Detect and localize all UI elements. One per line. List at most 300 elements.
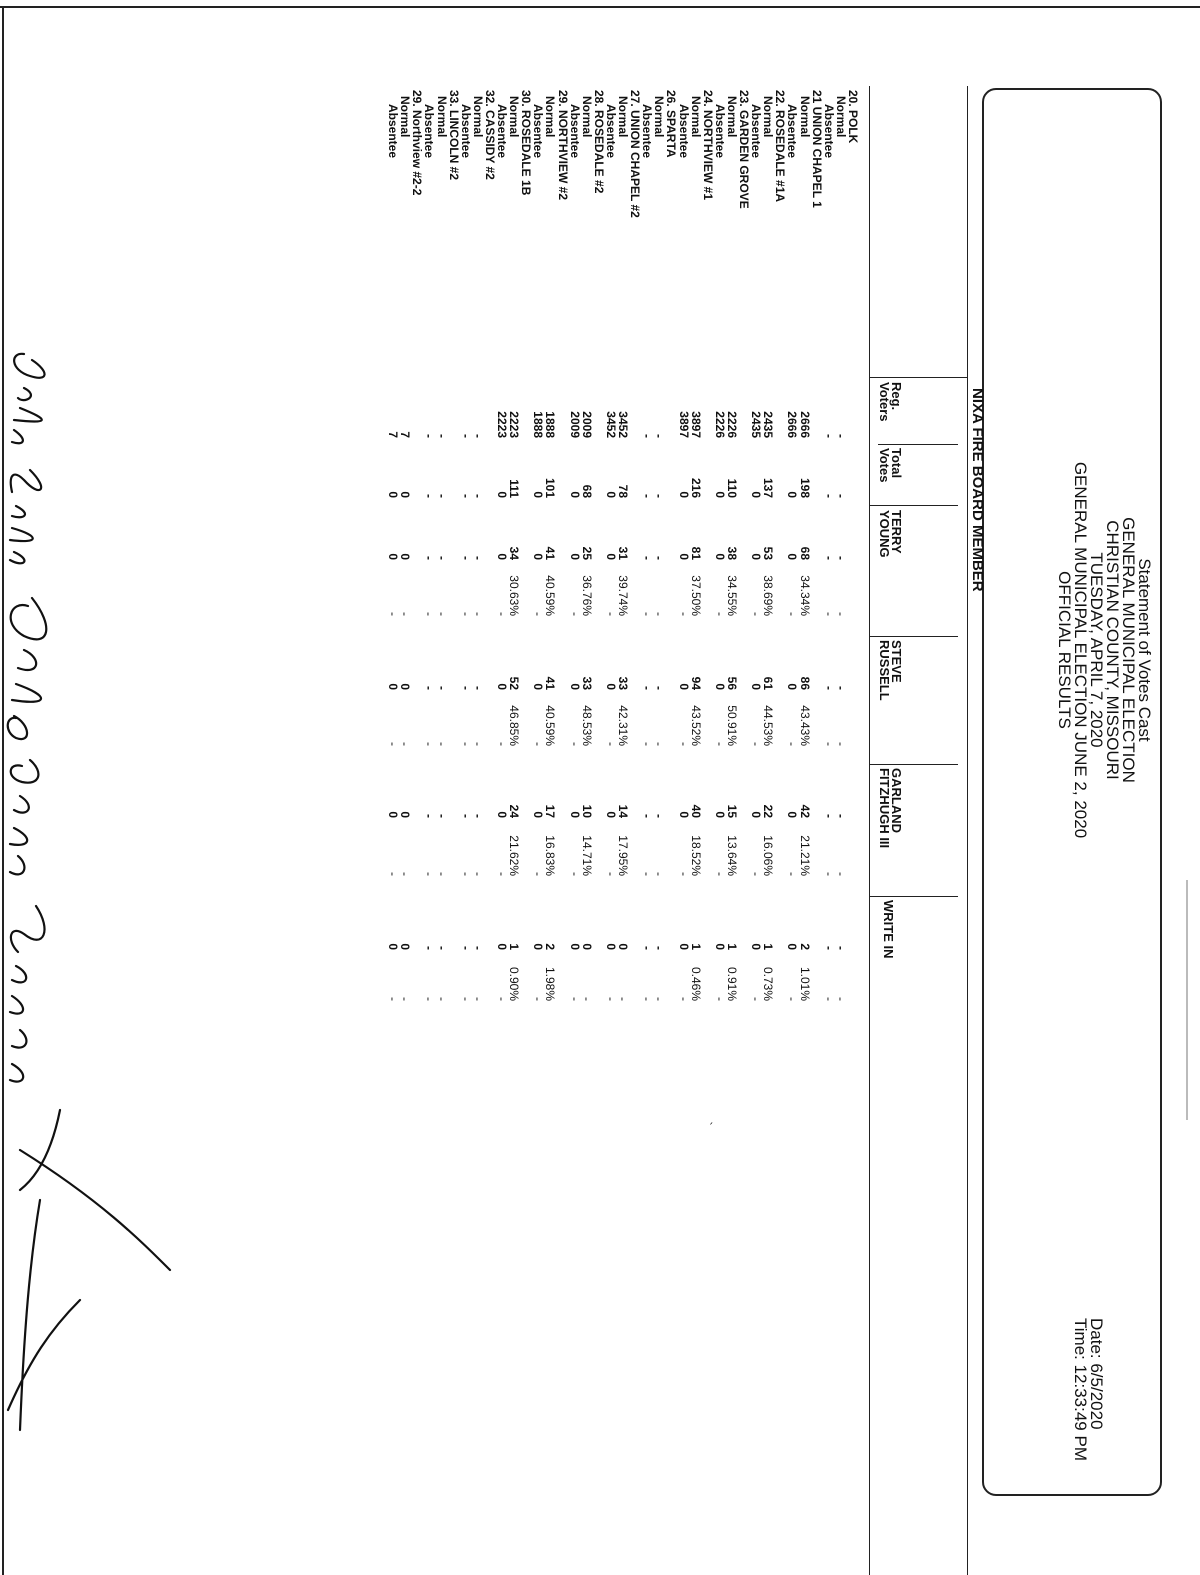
vote-type-label: Absentee	[821, 104, 836, 159]
reg-voters-header: Reg. Voters	[877, 382, 904, 422]
precinct-name: 33. LINCOLN #2	[446, 90, 461, 181]
candidate-votes-cell: 25	[579, 546, 594, 560]
candidate-percent-cell: 0.90%	[507, 966, 522, 1001]
total-votes-cell: -	[821, 494, 836, 498]
candidate-percent-cell: 0.46%	[688, 966, 703, 1001]
candidate-percent-cell: -	[712, 742, 727, 746]
reg-voters-cell: -	[833, 434, 848, 438]
candidate-votes-cell: 0	[604, 943, 618, 950]
total-votes-cell: 0	[398, 491, 413, 498]
candidate-percent-cell: -	[604, 872, 618, 876]
candidate-percent-cell: -	[458, 872, 473, 876]
candidate-votes-cell: 81	[688, 546, 703, 560]
total-votes-cell: 0	[531, 491, 546, 498]
candidate-percent-cell: -	[434, 997, 449, 1001]
candidate-votes-cell: -	[821, 556, 836, 560]
vote-type-label: Normal	[797, 96, 812, 138]
candidate-percent-cell: 16.83%	[543, 835, 558, 876]
total-votes-cell: 0	[712, 491, 727, 498]
candidate-percent-cell: -	[458, 997, 473, 1001]
reg-voters-cell: 2009	[567, 411, 582, 438]
precinct-name: 22. ROSEDALE #1A	[773, 90, 788, 203]
candidate-votes-cell: 0	[398, 943, 413, 950]
total-votes-cell: 0	[749, 491, 764, 498]
total-votes-cell: -	[652, 494, 667, 498]
candidate-percent-cell: 21.62%	[507, 835, 522, 876]
candidate-percent-cell: -	[398, 997, 413, 1001]
total-votes-cell: 101	[543, 477, 558, 498]
candidate-votes-cell: -	[434, 814, 449, 818]
vote-type-label: Absentee	[640, 104, 655, 159]
candidate-votes-cell: 0	[749, 811, 764, 818]
candidate-percent-cell: -	[495, 872, 510, 876]
candidate-votes-cell: 0	[676, 553, 691, 560]
reg-voters-cell: 2009	[579, 411, 594, 438]
candidate-votes-cell: 38	[725, 546, 739, 560]
vote-type-label: Normal	[543, 96, 558, 138]
candidate-percent-cell: -	[676, 997, 691, 1001]
candidate-votes-cell: 0	[386, 553, 401, 560]
candidate-votes-cell: 0	[567, 553, 582, 560]
candidate-percent-cell: -	[386, 997, 401, 1001]
candidate-percent-cell: -	[640, 742, 655, 746]
candidate-votes-cell: 61	[761, 676, 776, 690]
candidate-votes-cell: -	[470, 556, 485, 560]
candidate-percent-cell: -	[531, 872, 546, 876]
candidate-votes-cell: -	[640, 946, 655, 950]
precinct-name: 27. UNION CHAPEL #2	[628, 90, 643, 218]
candidate-percent-cell: -	[833, 742, 848, 746]
candidate-votes-cell: 17	[543, 804, 558, 818]
candidate-votes-cell: 22	[761, 804, 776, 818]
candidate-votes-cell: 94	[688, 676, 703, 690]
candidate-votes-cell: -	[458, 556, 473, 560]
candidate-percent-cell: -	[495, 612, 510, 616]
total-votes-cell: -	[434, 494, 449, 498]
candidate-votes-cell: 0	[676, 683, 691, 690]
candidate-votes-cell: 1	[761, 943, 776, 950]
candidate-votes-cell: 0	[495, 811, 510, 818]
candidate-percent-cell: -	[640, 997, 655, 1001]
candidate-percent-cell: 43.43%	[797, 705, 812, 746]
reg-voters-cell: 7	[386, 431, 401, 438]
vote-type-label: Normal	[434, 96, 449, 138]
candidate-percent-cell: -	[386, 872, 401, 876]
candidate-votes-cell: 0	[579, 943, 594, 950]
candidate-percent-cell: -	[422, 872, 437, 876]
candidate-percent-cell: -	[398, 872, 413, 876]
race-title: NIXA FIRE BOARD MEMBER	[969, 388, 986, 592]
candidate-votes-cell: -	[458, 814, 473, 818]
candidate-percent-cell: 40.59%	[543, 705, 558, 746]
candidate-votes-cell: 0	[749, 943, 764, 950]
candidate-percent-cell: -	[531, 742, 546, 746]
candidate-percent-cell: -	[567, 872, 582, 876]
total-votes-cell: 0	[604, 491, 618, 498]
precinct-name: 23. GARDEN GROVE	[737, 90, 752, 209]
candidate-percent-cell: 37.50%	[688, 575, 703, 616]
candidate-percent-cell: -	[712, 872, 727, 876]
candidate-votes-cell: 1	[507, 943, 522, 950]
candidate-percent-cell: -	[640, 612, 655, 616]
candidate-percent-cell: -	[567, 612, 582, 616]
candidate-votes-cell: 0	[398, 683, 413, 690]
candidate-votes-cell: 0	[604, 811, 618, 818]
reg-voters-cell: 3897	[676, 411, 691, 438]
candidate-percent-cell: -	[652, 872, 667, 876]
candidate-percent-cell: -	[821, 997, 836, 1001]
vote-type-label: Absentee	[785, 104, 800, 159]
vote-type-label: Normal	[761, 96, 776, 138]
candidate-percent-cell: 34.55%	[725, 575, 739, 616]
candidate-percent-cell: 14.71%	[579, 835, 594, 876]
reg-voters-cell: 2226	[725, 411, 739, 438]
candidate-percent-cell: -	[495, 997, 510, 1001]
candidate-votes-cell: 0	[398, 811, 413, 818]
candidate-russell-header: STEVE RUSSELL	[877, 640, 904, 701]
vote-type-label: Normal	[616, 96, 631, 138]
candidate-votes-cell: 34	[507, 546, 522, 560]
candidate-percent-cell: -	[386, 612, 401, 616]
candidate-votes-cell: -	[640, 556, 655, 560]
candidate-percent-cell: 0.73%	[761, 966, 776, 1001]
candidate-percent-cell: -	[434, 742, 449, 746]
candidate-votes-cell: 0	[531, 811, 546, 818]
header-line-6: OFFICIAL RESULTS	[1055, 571, 1074, 729]
candidate-percent-cell: -	[567, 742, 582, 746]
candidate-percent-cell: -	[821, 612, 836, 616]
vote-type-label: Absentee	[749, 104, 764, 159]
vote-type-label: Absentee	[676, 104, 691, 159]
vote-type-label: Absentee	[495, 104, 510, 159]
candidate-percent-cell: 13.64%	[725, 835, 739, 876]
header-line-1: Statement of Votes Cast	[1135, 558, 1154, 742]
candidate-votes-cell: -	[422, 556, 437, 560]
candidate-percent-cell: 16.06%	[761, 835, 776, 876]
candidate-percent-cell: -	[616, 997, 631, 1001]
candidate-votes-cell: 0	[785, 683, 800, 690]
stray-mark: ˏ	[708, 1112, 714, 1125]
candidate-percent-cell: -	[785, 742, 800, 746]
candidate-percent-cell: -	[470, 742, 485, 746]
candidate-votes-cell: -	[640, 814, 655, 818]
reg-voters-cell: -	[821, 434, 836, 438]
candidate-votes-cell: 0	[604, 553, 618, 560]
candidate-votes-cell: 86	[797, 676, 812, 690]
candidate-percent-cell: -	[604, 612, 618, 616]
candidate-votes-cell: 14	[616, 804, 631, 818]
candidate-votes-cell: 52	[507, 676, 522, 690]
candidate-percent-cell: 46.85%	[507, 705, 522, 746]
candidate-votes-cell: -	[422, 686, 437, 690]
candidate-percent-cell: -	[749, 742, 764, 746]
candidate-votes-cell: 1	[688, 943, 703, 950]
candidate-percent-cell: -	[712, 997, 727, 1001]
candidate-votes-cell: 0	[386, 683, 401, 690]
candidate-votes-cell: 2	[543, 943, 558, 950]
candidate-percent-cell: 1.01%	[797, 966, 812, 1001]
reg-voters-cell: -	[652, 434, 667, 438]
candidate-votes-cell: -	[652, 814, 667, 818]
precinct-name: 30. ROSEDALE 1B	[519, 90, 534, 196]
candidate-votes-cell: 0	[676, 943, 691, 950]
reg-voters-cell: -	[470, 434, 485, 438]
vote-type-label: Normal	[688, 96, 703, 138]
candidate-votes-cell: 41	[543, 676, 558, 690]
candidate-votes-cell: 40	[688, 804, 703, 818]
candidate-votes-cell: 0	[785, 943, 800, 950]
reg-voters-cell: 2666	[785, 411, 800, 438]
reg-voters-cell: 7	[398, 431, 413, 438]
candidate-percent-cell: -	[785, 997, 800, 1001]
candidate-percent-cell: -	[422, 997, 437, 1001]
candidate-percent-cell: -	[652, 612, 667, 616]
vote-type-label: Absentee	[422, 104, 437, 159]
candidate-percent-cell: -	[749, 612, 764, 616]
total-votes-cell: 0	[386, 491, 401, 498]
total-votes-cell: 0	[567, 491, 582, 498]
report-date: Date: 6/5/2020	[1087, 1318, 1106, 1430]
candidate-votes-cell: -	[422, 814, 437, 818]
reg-voters-cell: 1888	[531, 411, 546, 438]
candidate-percent-cell: 40.59%	[543, 575, 558, 616]
candidate-percent-cell: -	[749, 872, 764, 876]
candidate-percent-cell: 39.74%	[616, 575, 631, 616]
candidate-percent-cell: -	[676, 872, 691, 876]
reg-voters-cell: 2435	[761, 411, 776, 438]
candidate-votes-cell: 33	[579, 676, 594, 690]
candidate-percent-cell: 21.21%	[797, 835, 812, 876]
vote-type-label: Absentee	[604, 104, 618, 159]
candidate-percent-cell: 30.63%	[507, 575, 522, 616]
candidate-votes-cell: 0	[604, 683, 618, 690]
precinct-name: 21 UNION CHAPEL 1	[809, 90, 824, 208]
candidate-votes-cell: -	[458, 946, 473, 950]
vote-type-label: Normal	[507, 96, 522, 138]
candidate-votes-cell: -	[434, 686, 449, 690]
candidate-percent-cell: -	[821, 872, 836, 876]
candidate-votes-cell: -	[422, 946, 437, 950]
candidate-percent-cell: -	[833, 872, 848, 876]
vote-type-label: Absentee	[458, 104, 473, 159]
candidate-votes-cell: 0	[398, 553, 413, 560]
candidate-percent-cell: -	[604, 742, 618, 746]
reg-voters-cell: 2223	[495, 411, 510, 438]
total-votes-cell: -	[640, 494, 655, 498]
candidate-votes-cell: -	[821, 686, 836, 690]
candidate-votes-cell: -	[833, 556, 848, 560]
total-votes-cell: 137	[761, 477, 776, 498]
candidate-votes-cell: -	[640, 686, 655, 690]
total-votes-cell: 111	[507, 479, 522, 498]
reg-voters-cell: -	[640, 434, 655, 438]
candidate-percent-cell: 48.53%	[579, 705, 594, 746]
candidate-votes-cell: -	[470, 946, 485, 950]
candidate-percent-cell: -	[470, 997, 485, 1001]
candidate-votes-cell: 0	[712, 683, 727, 690]
total-votes-cell: 216	[688, 477, 703, 498]
candidate-percent-cell: -	[579, 997, 594, 1001]
candidate-percent-cell: 17.95%	[616, 835, 631, 876]
candidate-votes-cell: 0	[495, 553, 510, 560]
candidate-percent-cell: -	[652, 742, 667, 746]
candidate-votes-cell: 0	[495, 683, 510, 690]
candidate-percent-cell: 18.52%	[688, 835, 703, 876]
candidate-votes-cell: -	[821, 814, 836, 818]
candidate-votes-cell: 0	[531, 683, 546, 690]
candidate-votes-cell: 2	[797, 943, 812, 950]
reg-voters-cell: 1888	[543, 411, 558, 438]
header-line-4: TUESDAY, APRIL 7, 2020	[1087, 552, 1106, 748]
total-votes-cell: -	[833, 494, 848, 498]
candidate-percent-cell: -	[652, 997, 667, 1001]
reg-voters-cell: 2435	[749, 411, 764, 438]
vote-type-label: Normal	[398, 96, 413, 138]
total-votes-cell: 0	[676, 491, 691, 498]
reg-voters-cell: 2666	[797, 411, 812, 438]
candidate-young-header: TERRY YOUNG	[877, 510, 904, 558]
total-votes-cell: -	[422, 494, 437, 498]
candidate-votes-cell: -	[833, 686, 848, 690]
header-line-2: GENERAL MUNICIPAL ELECTION	[1119, 517, 1138, 783]
precinct-name: 29. Northview #2-2	[410, 90, 425, 196]
candidate-votes-cell: 24	[507, 804, 522, 818]
precinct-name: 28. ROSEDALE #2	[591, 90, 606, 194]
candidate-votes-cell: 33	[616, 676, 631, 690]
precinct-name: 24. NORTHVIEW #1	[700, 90, 715, 201]
candidate-percent-cell: -	[567, 997, 582, 1001]
total-votes-cell: -	[458, 494, 473, 498]
write-in-header: WRITE IN	[881, 900, 896, 959]
reg-voters-cell: 2223	[507, 411, 522, 438]
candidate-percent-cell: -	[604, 997, 618, 1001]
candidate-percent-cell: -	[458, 742, 473, 746]
candidate-percent-cell: 43.52%	[688, 705, 703, 746]
candidate-percent-cell: 34.34%	[797, 575, 812, 616]
reg-voters-cell: 3897	[688, 411, 703, 438]
vote-type-label: Normal	[652, 96, 667, 138]
candidate-percent-cell: -	[785, 612, 800, 616]
candidate-votes-cell: -	[652, 686, 667, 690]
candidate-votes-cell: 0	[785, 811, 800, 818]
candidate-votes-cell: -	[434, 946, 449, 950]
precinct-name: 29. NORTHVIEW #2	[555, 90, 570, 201]
vote-type-label: Absentee	[567, 104, 582, 159]
candidate-votes-cell: 53	[761, 546, 776, 560]
candidate-votes-cell: 56	[725, 676, 739, 690]
candidate-votes-cell: 1	[725, 943, 739, 950]
reg-voters-cell: 3452	[616, 411, 631, 438]
candidate-votes-cell: -	[821, 946, 836, 950]
candidate-percent-cell: -	[749, 997, 764, 1001]
candidate-percent-cell: -	[785, 872, 800, 876]
reg-voters-cell: 3452	[604, 411, 618, 438]
candidate-percent-cell: -	[676, 742, 691, 746]
candidate-votes-cell: -	[833, 814, 848, 818]
candidate-percent-cell: -	[458, 612, 473, 616]
report-time: Time: 12:33:49 PM	[1071, 1318, 1090, 1461]
candidate-votes-cell: 0	[386, 811, 401, 818]
total-votes-cell: 110	[725, 478, 739, 498]
candidate-votes-cell: 0	[749, 553, 764, 560]
candidate-percent-cell: 36.76%	[579, 575, 594, 616]
precinct-name: 26. SPARTA	[664, 90, 679, 158]
total-votes-cell: 0	[495, 491, 510, 498]
candidate-votes-cell: 0	[531, 553, 546, 560]
candidate-percent-cell: -	[531, 997, 546, 1001]
candidate-votes-cell: -	[470, 686, 485, 690]
candidate-votes-cell: 0	[676, 811, 691, 818]
reg-voters-cell: -	[422, 434, 437, 438]
candidate-percent-cell: 0.91%	[725, 966, 739, 1001]
candidate-votes-cell: 41	[543, 546, 558, 560]
candidate-votes-cell: 0	[567, 943, 582, 950]
precinct-name: 20. POLK	[846, 90, 860, 144]
candidate-percent-cell: -	[434, 612, 449, 616]
candidate-votes-cell: -	[833, 946, 848, 950]
candidate-percent-cell: -	[422, 742, 437, 746]
vote-type-label: Absentee	[386, 104, 401, 159]
candidate-percent-cell: -	[833, 612, 848, 616]
candidate-percent-cell: -	[386, 742, 401, 746]
total-votes-cell: 0	[785, 491, 800, 498]
candidate-percent-cell: -	[640, 872, 655, 876]
candidate-votes-cell: -	[470, 814, 485, 818]
candidate-votes-cell: 0	[785, 553, 800, 560]
candidate-votes-cell: 15	[725, 804, 739, 818]
reg-voters-cell: -	[434, 434, 449, 438]
vote-type-label: Normal	[725, 96, 739, 138]
candidate-votes-cell: 31	[616, 546, 631, 560]
candidate-percent-cell: -	[398, 612, 413, 616]
vote-type-label: Normal	[470, 96, 485, 138]
candidate-votes-cell: 42	[797, 804, 812, 818]
candidate-votes-cell: 0	[712, 553, 727, 560]
candidate-votes-cell: 0	[616, 943, 631, 950]
candidate-percent-cell: -	[712, 612, 727, 616]
candidate-percent-cell: -	[470, 872, 485, 876]
candidate-percent-cell: -	[398, 742, 413, 746]
precinct-name: 32. CASSIDY #2	[483, 90, 497, 180]
candidate-votes-cell: 0	[495, 943, 510, 950]
candidate-percent-cell: -	[434, 872, 449, 876]
candidate-percent-cell: -	[676, 612, 691, 616]
total-votes-cell: 198	[797, 477, 812, 498]
candidate-percent-cell: 1.98%	[543, 966, 558, 1001]
candidate-fitzhugh-header: GARLAND FITZHUGH III	[877, 768, 904, 849]
candidate-percent-cell: 42.31%	[616, 705, 631, 746]
candidate-percent-cell: -	[531, 612, 546, 616]
vote-type-label: Absentee	[712, 104, 727, 159]
candidate-votes-cell: -	[458, 686, 473, 690]
candidate-votes-cell: 0	[567, 683, 582, 690]
vote-type-label: Absentee	[531, 104, 546, 159]
total-votes-cell: 78	[616, 484, 631, 498]
reg-voters-cell: -	[458, 434, 473, 438]
total-votes-cell: -	[470, 494, 485, 498]
header-line-5: GENERAL MUNICIPAL ELECTION JUNE 2, 2020	[1071, 461, 1090, 839]
header-line-3: CHRISTIAN COUNTY, MISSOURI	[1103, 520, 1122, 780]
candidate-percent-cell: -	[495, 742, 510, 746]
candidate-percent-cell: -	[422, 612, 437, 616]
candidate-votes-cell: 0	[712, 811, 727, 818]
candidate-votes-cell: 0	[531, 943, 546, 950]
candidate-votes-cell: -	[434, 556, 449, 560]
candidate-votes-cell: 68	[797, 546, 812, 560]
candidate-votes-cell: 0	[567, 811, 582, 818]
candidate-percent-cell: -	[470, 612, 485, 616]
total-votes-header: Total Votes	[877, 448, 904, 483]
